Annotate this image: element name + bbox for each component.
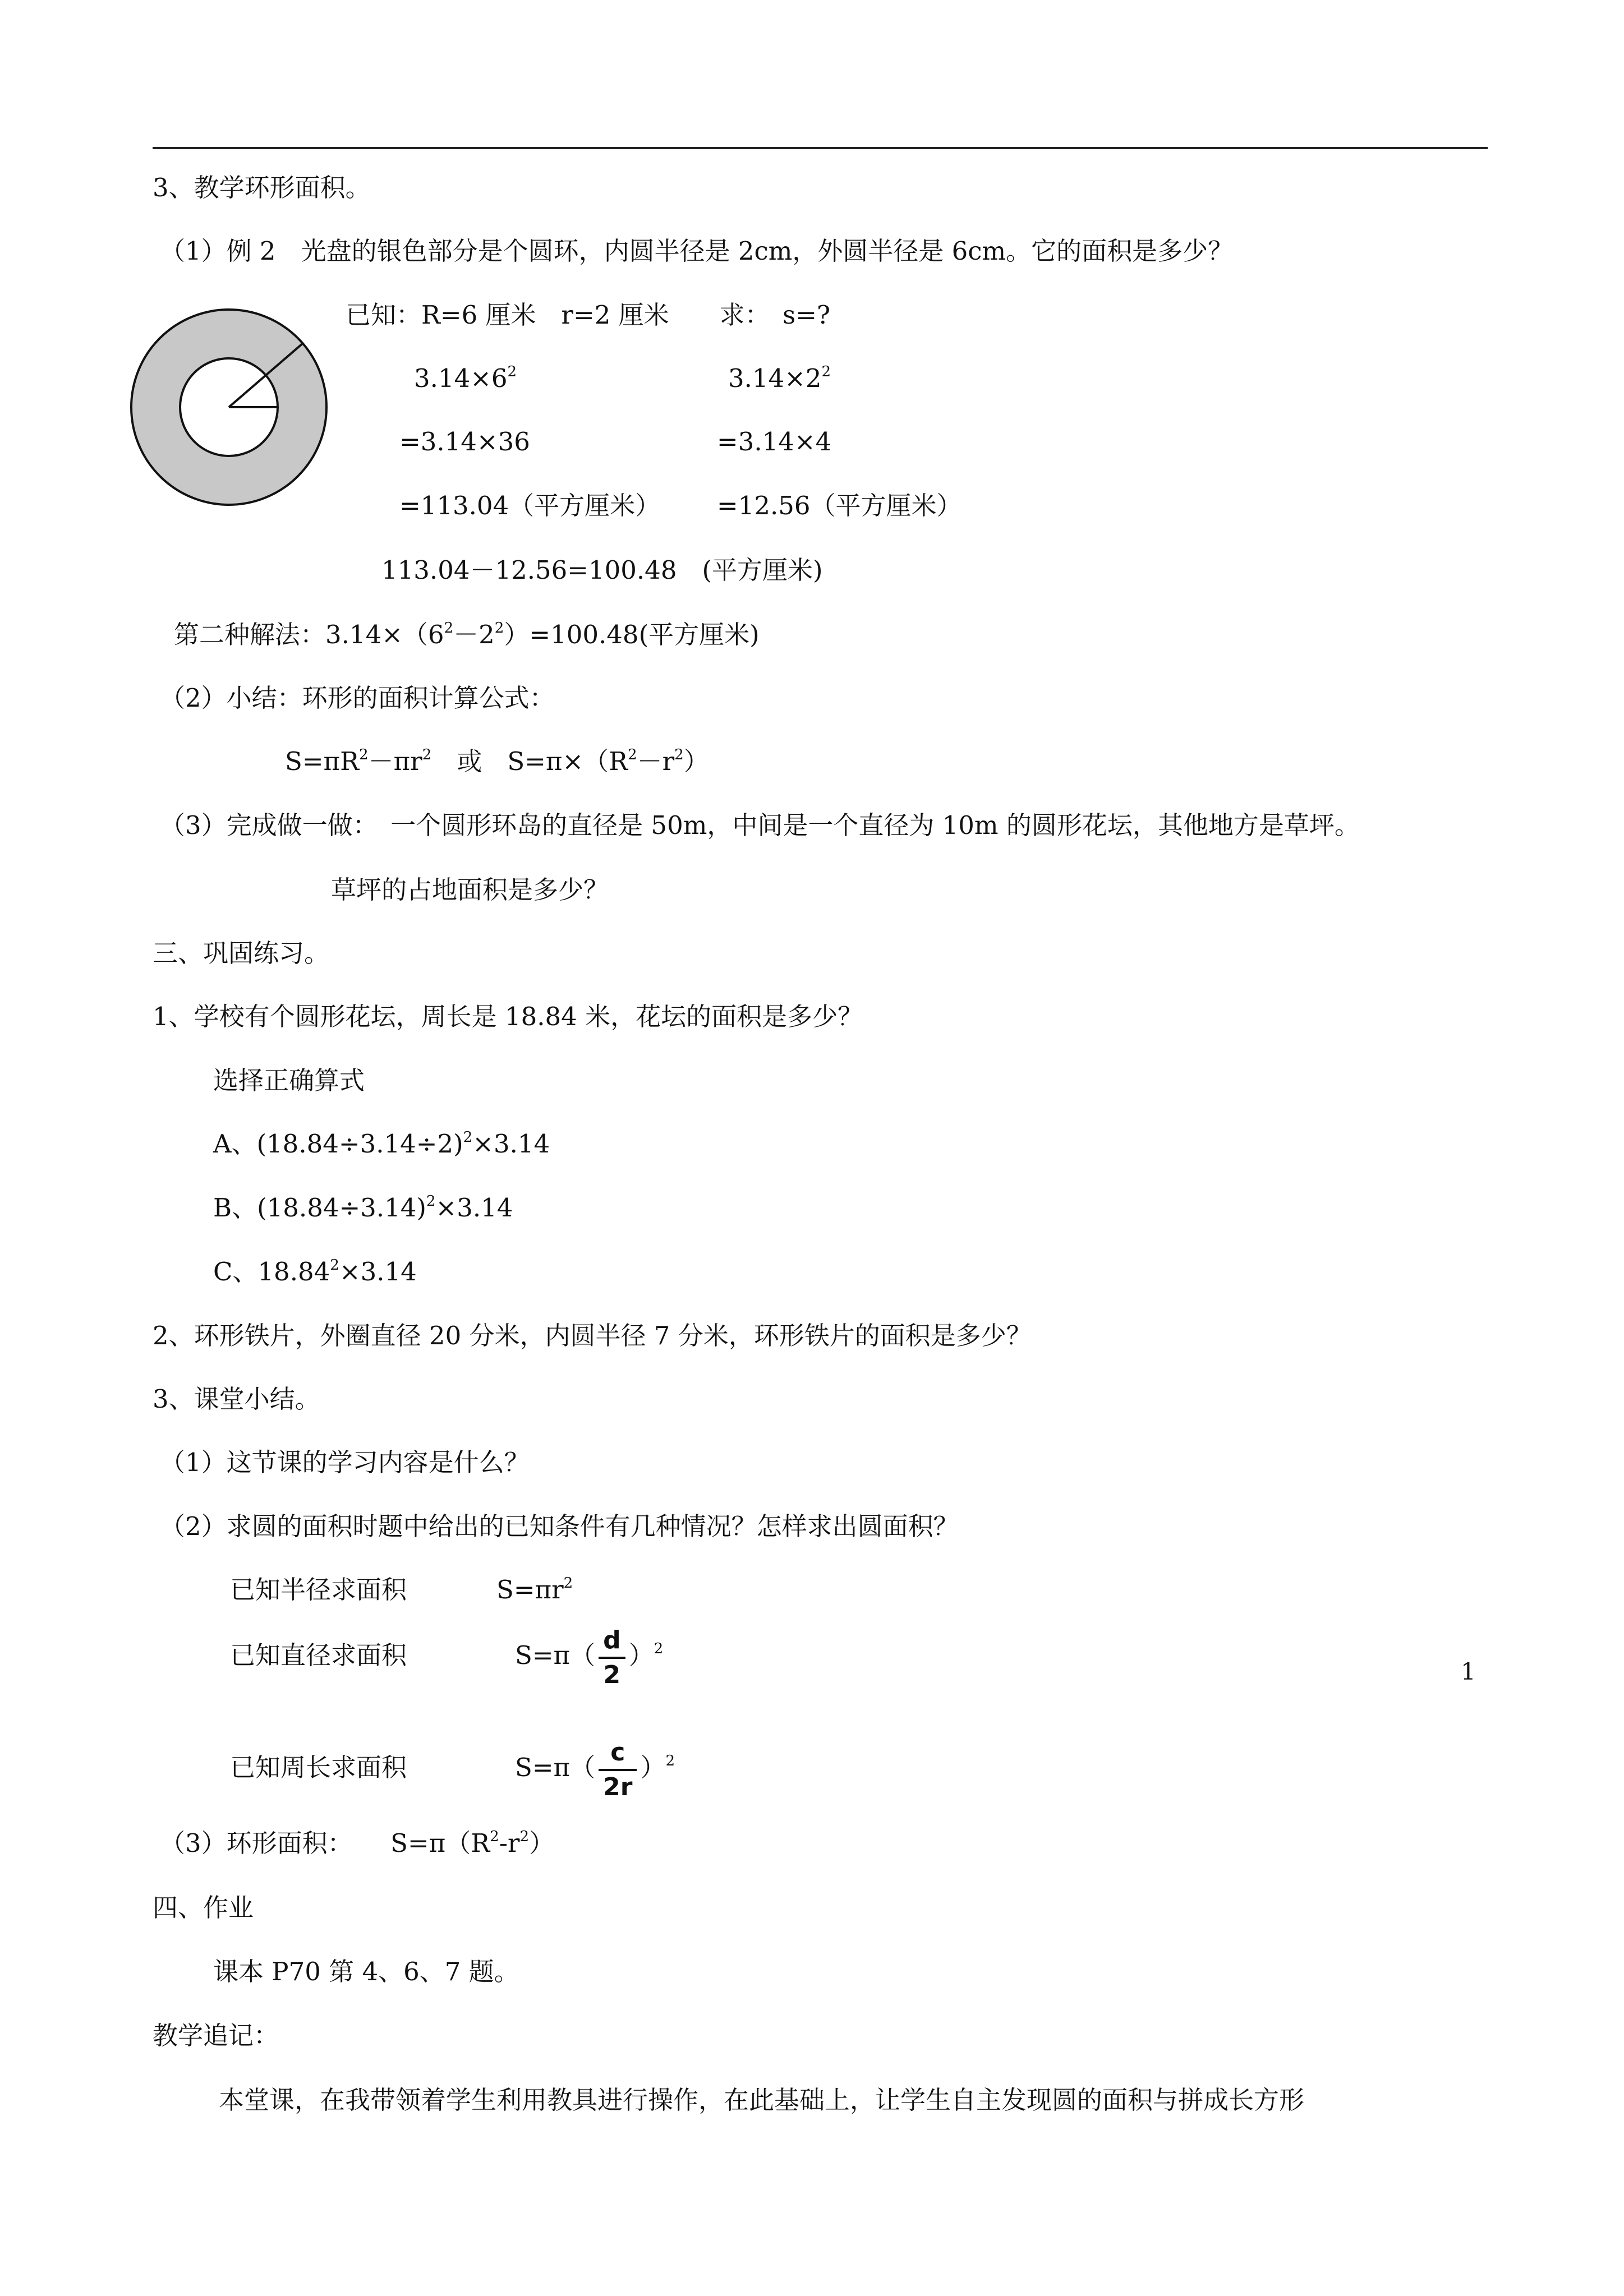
exercise-line-1: （3）完成做一做： 一个圆形环岛的直径是 50m，中间是一个直径为 10m 的圆形花坛，其他地方是草坪。 bbox=[160, 810, 1360, 840]
homework-text: 课本 P70 第 4、6、7 题。 bbox=[213, 1957, 519, 1986]
outer-area-step-1: $3.14\times 6^2$ bbox=[414, 363, 517, 393]
second-method: 第二种解法：$3.14\times(6^2-2^2)=100.48$(平方厘米) bbox=[174, 620, 760, 649]
summary-label: （2）小结：环形的面积计算公式： bbox=[160, 683, 555, 713]
ring-area-difference: 113.04－12.56=100.48 (平方厘米) bbox=[381, 555, 823, 585]
page-number: 1 bbox=[1461, 1658, 1476, 1685]
summary-question-1: （1）这节课的学习内容是什么？ bbox=[160, 1447, 530, 1477]
summary-question-2: （2）求圆的面积时题中给出的已知条件有几种情况？怎样求出圆面积？ bbox=[160, 1511, 959, 1541]
inner-area-step-2: =3.14×4 bbox=[717, 427, 832, 457]
section-four-heading: 四、作业 bbox=[153, 1893, 254, 1922]
exercise-line-2: 草坪的占地面积是多少？ bbox=[331, 875, 609, 905]
teaching-notes-heading: 教学追记： bbox=[153, 2021, 279, 2050]
option-b: B、$(18.84\div 3.14)^2\times 3.14$ bbox=[213, 1193, 513, 1223]
ring-area-summary: （3）环形面积： $S=\pi(R^2-r^2)$ bbox=[160, 1828, 555, 1858]
radius-case-formula: $S=\pi r^2$ bbox=[496, 1575, 573, 1605]
question-1: 1、学校有个圆形花坛，周长是 18.84 米，花坛的面积是多少？ bbox=[153, 1002, 863, 1031]
inner-area-step-1: $3.14\times 2^2$ bbox=[728, 363, 831, 393]
outer-area-result: =113.04（平方厘米） bbox=[399, 491, 661, 520]
radius-case-label: 已知半径求面积 bbox=[230, 1575, 407, 1605]
heading-ring-area: 3、教学环形面积。 bbox=[153, 173, 371, 202]
example-2-text: （1）例 2 光盘的银色部分是个圆环，内圆半径是 2cm，外圆半径是 6cm。它的面积是多少？ bbox=[160, 236, 1234, 266]
section-three-heading: 三、巩固练习。 bbox=[153, 938, 330, 968]
known-values: 已知：R=6 厘米 r=2 厘米 求： s=? bbox=[346, 300, 831, 330]
circumference-fraction: $\frac{c}{2r}$ bbox=[599, 1736, 637, 1804]
option-a: A、$(18.84\div 3.14\div 2)^2\times 3.14$ bbox=[213, 1129, 550, 1159]
ring-area-formula: $S=\pi R^2-\pi r^2$ 或 $S=\pi\times(R^2-r^2)$ bbox=[285, 746, 709, 776]
outer-area-step-2: =3.14×36 bbox=[399, 427, 530, 457]
class-summary-heading: 3、课堂小结。 bbox=[153, 1384, 320, 1414]
inner-area-result: =12.56（平方厘米） bbox=[717, 491, 962, 520]
ring-diagram bbox=[128, 306, 330, 508]
diameter-case-formula: S=π（ $\frac{d}{2}$ ）$^2$ bbox=[515, 1611, 663, 1700]
circumference-case-label: 已知周长求面积 bbox=[230, 1753, 407, 1782]
question-1-prompt: 选择正确算式 bbox=[213, 1066, 365, 1095]
diameter-fraction: $\frac{d}{2}$ bbox=[599, 1624, 625, 1691]
option-c: C、$18.84^2\times 3.14$ bbox=[213, 1257, 417, 1287]
header-rule bbox=[153, 147, 1488, 149]
teaching-notes-text: 本堂课，在我带领着学生利用教具进行操作，在此基础上，让学生自主发现圆的面积与拼成长方形 bbox=[219, 2085, 1305, 2115]
question-2: 2、环形铁片，外圈直径 20 分米，内圆半径 7 分米，环形铁片的面积是多少？ bbox=[153, 1321, 1032, 1350]
diameter-case-label: 已知直径求面积 bbox=[230, 1640, 407, 1670]
circumference-case-formula: S=π（ $\frac{c}{2r}$ ）$^2$ bbox=[515, 1723, 675, 1813]
